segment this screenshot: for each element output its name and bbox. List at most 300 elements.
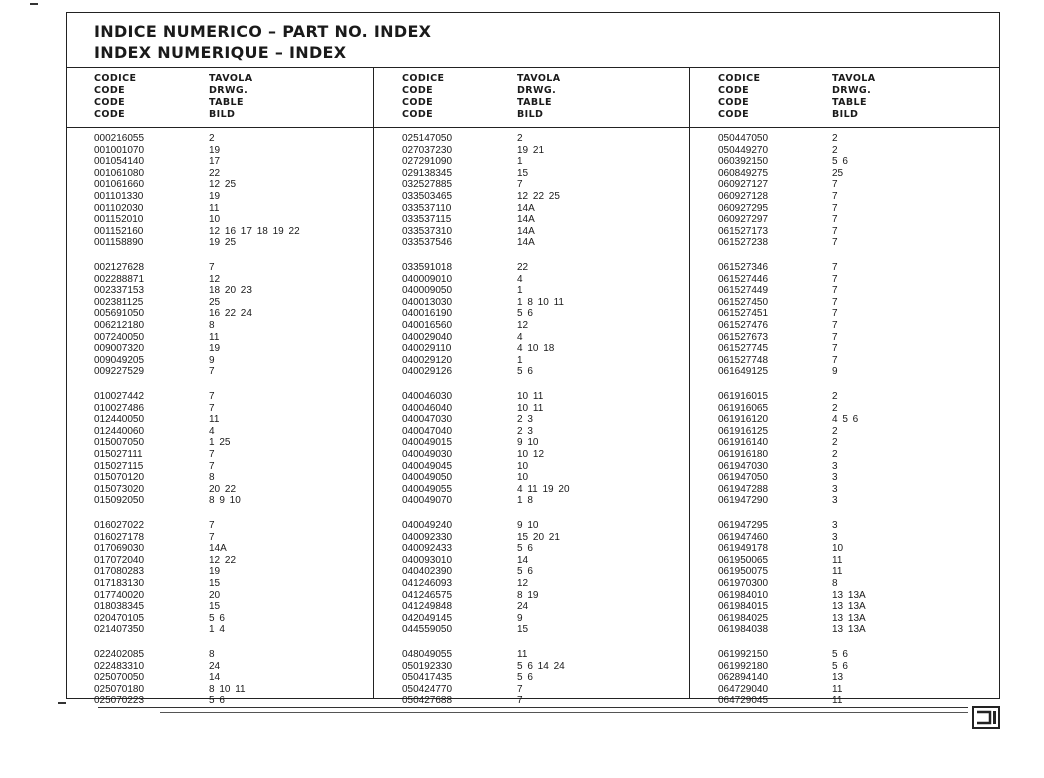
footer-rule [160, 712, 968, 713]
part-code: 001061660 [94, 179, 145, 191]
index-row [67, 274, 373, 286]
part-code: 040029126 [402, 366, 453, 378]
index-row [374, 391, 689, 403]
scan-mark [58, 702, 66, 704]
table-reference: 2 [832, 391, 838, 402]
index-row [690, 156, 1000, 168]
table-reference: 5 6 [517, 672, 533, 684]
table-reference: 19 [209, 566, 221, 578]
table-reference: 14A [517, 237, 535, 249]
part-code: 002381125 [94, 296, 144, 308]
index-row [67, 203, 373, 215]
table-reference: 12 22 [209, 554, 237, 566]
index-row [690, 684, 1000, 696]
part-code: 064729045 [718, 695, 769, 707]
part-code: 001102030 [94, 202, 144, 214]
table-reference: 7 [209, 520, 215, 531]
part-code: 061527449 [718, 285, 769, 297]
part-code: 061947030 [718, 460, 769, 472]
table-reference: 3 [832, 483, 838, 495]
index-row [67, 145, 373, 157]
index-row [690, 672, 1000, 684]
part-code: 061527450 [718, 296, 769, 308]
table-reference: 16 22 24 [209, 308, 252, 320]
index-row [690, 332, 1000, 344]
index-row [67, 520, 373, 532]
part-code: 017072040 [94, 554, 145, 566]
index-row [67, 414, 373, 426]
part-code: 015027111 [94, 448, 143, 460]
part-code: 000216055 [94, 133, 145, 144]
index-row [690, 403, 1000, 415]
table-reference: 8 [209, 649, 215, 660]
index-row [374, 262, 689, 274]
table-reference: 7 [832, 296, 838, 308]
part-code: 009049205 [94, 354, 145, 366]
table-reference: 15 [517, 167, 529, 179]
part-code: 040047030 [402, 414, 453, 426]
index-row [690, 520, 1000, 532]
part-code: 040029110 [402, 343, 452, 355]
table-reference: 22 [517, 262, 529, 273]
table-reference: 12 [209, 273, 221, 285]
table-header-label: DRWG. [517, 85, 557, 96]
part-code: 033591018 [402, 262, 453, 273]
table-reference: 7 [517, 683, 523, 695]
index-row [690, 624, 1000, 636]
index-row [690, 426, 1000, 438]
index-row [67, 366, 373, 378]
table-reference: 10 12 [517, 448, 545, 460]
table-header [832, 73, 876, 121]
index-column-1 [67, 68, 374, 707]
table-reference: 19 [209, 144, 221, 156]
part-code: 015092050 [94, 495, 145, 507]
table-reference: 7 [832, 285, 838, 297]
table-reference: 1 25 [209, 437, 231, 449]
table-reference: 12 [517, 577, 529, 589]
index-row [374, 355, 689, 367]
index-row [67, 426, 373, 438]
index-row [690, 133, 1000, 145]
index-row [67, 437, 373, 449]
table-reference: 14A [517, 214, 535, 226]
table-reference: 1 8 10 11 [517, 296, 564, 308]
part-code: 009007320 [94, 343, 145, 355]
index-row [690, 532, 1000, 544]
index-row [690, 661, 1000, 673]
index-row [67, 661, 373, 673]
table-reference: 17 [209, 156, 221, 168]
index-row [690, 145, 1000, 157]
table-reference: 3 [832, 460, 838, 472]
table-reference: 12 16 17 18 19 22 [209, 225, 300, 237]
page-title: INDICE NUMERICO – PART NO. INDEX [94, 22, 432, 41]
table-reference: 11 [832, 566, 843, 578]
part-code: 012440060 [94, 425, 145, 437]
part-code: 061527673 [718, 331, 769, 343]
index-row [690, 590, 1000, 602]
table-reference: 10 [517, 460, 529, 472]
index-row [67, 472, 373, 484]
code-header-label: CODE [94, 97, 126, 108]
entry-group [67, 262, 373, 391]
part-code: 010027486 [94, 402, 145, 414]
index-row [67, 601, 373, 613]
table-reference: 4 11 19 20 [517, 483, 570, 495]
index-row [374, 366, 689, 378]
code-header-label: CODE [402, 97, 434, 108]
table-reference: 2 3 [517, 425, 533, 437]
table-reference: 5 6 [209, 612, 225, 624]
column-header [67, 68, 373, 128]
part-code: 061527238 [718, 237, 769, 249]
part-code: 061947290 [718, 495, 769, 507]
index-row [374, 403, 689, 415]
table-reference: 2 [209, 133, 215, 144]
part-code: 005691050 [94, 308, 145, 320]
table-reference: 5 6 [209, 695, 225, 707]
table-reference: 4 10 18 [517, 343, 555, 355]
part-code: 012440050 [94, 414, 145, 426]
index-row [374, 578, 689, 590]
table-reference: 11 [832, 695, 843, 707]
part-code: 040013030 [402, 296, 453, 308]
part-code: 027291090 [402, 156, 453, 168]
index-row [690, 578, 1000, 590]
part-code: 001054140 [94, 156, 145, 168]
part-code: 061992150 [718, 649, 769, 660]
page-subtitle: INDEX NUMERIQUE – INDEX [94, 43, 347, 62]
entry-list [67, 133, 373, 778]
part-code: 015070120 [94, 472, 145, 484]
table-reference: 14A [517, 202, 535, 214]
index-row [374, 484, 689, 496]
part-code: 061947460 [718, 531, 769, 543]
part-code: 040049240 [402, 520, 453, 531]
index-row [67, 578, 373, 590]
index-row [374, 649, 689, 661]
index-row [67, 320, 373, 332]
index-row [374, 449, 689, 461]
table-header-label: BILD [832, 109, 859, 120]
table-reference: 9 [517, 612, 523, 624]
table-reference: 7 [832, 319, 838, 331]
index-row [67, 532, 373, 544]
index-row [67, 226, 373, 238]
part-code: 061984025 [718, 612, 769, 624]
index-row [690, 649, 1000, 661]
part-code: 029138345 [402, 167, 453, 179]
part-code: 061916015 [718, 391, 769, 402]
index-row [690, 437, 1000, 449]
table-reference: 24 [517, 601, 529, 613]
table-reference: 5 6 [832, 649, 848, 660]
publisher-logo-icon [972, 705, 1000, 730]
index-row [374, 203, 689, 215]
part-code: 040009050 [402, 285, 453, 297]
index-row [374, 297, 689, 309]
table-reference: 20 22 [209, 483, 237, 495]
part-code: 061984038 [718, 624, 769, 636]
table-header-label: DRWG. [832, 85, 872, 96]
index-row [67, 403, 373, 415]
part-code: 025070050 [94, 672, 145, 684]
index-row [374, 543, 689, 555]
table-reference: 8 19 [517, 589, 539, 601]
table-header-label: BILD [209, 109, 236, 120]
part-code: 050192330 [402, 660, 453, 672]
part-code: 041246093 [402, 577, 453, 589]
index-row [374, 237, 689, 249]
table-reference: 7 [832, 273, 838, 285]
part-code: 033537546 [402, 237, 453, 249]
part-code: 061527745 [718, 343, 769, 355]
part-code: 022483310 [94, 660, 145, 672]
part-code: 001152160 [94, 225, 144, 237]
part-code: 061947288 [718, 483, 769, 495]
table-reference: 4 [517, 331, 523, 343]
part-code: 061916180 [718, 448, 769, 460]
part-code: 050424770 [402, 683, 453, 695]
table-reference: 13 13A [832, 624, 866, 636]
table-reference: 14A [517, 225, 535, 237]
index-row [690, 297, 1000, 309]
index-row [374, 320, 689, 332]
table-reference: 2 3 [517, 414, 533, 426]
code-header [94, 73, 136, 121]
part-code: 025147050 [402, 133, 453, 144]
table-reference: 11 [517, 649, 528, 660]
index-row [690, 495, 1000, 507]
index-row [374, 684, 689, 696]
table-reference: 4 5 6 [832, 414, 859, 426]
table-reference: 13 13A [832, 612, 866, 624]
part-code: 040016560 [402, 319, 453, 331]
part-code: 061950065 [718, 554, 769, 566]
part-code: 061916120 [718, 414, 769, 426]
part-code: 027037230 [402, 144, 453, 156]
entry-list [690, 133, 1000, 778]
part-code: 061527748 [718, 354, 769, 366]
index-row [67, 695, 373, 707]
index-row [67, 649, 373, 661]
index-row [67, 613, 373, 625]
index-row [690, 695, 1000, 707]
part-code: 060927127 [718, 179, 769, 191]
table-reference: 7 [209, 448, 215, 460]
table-reference: 11 [209, 331, 220, 343]
table-reference: 7 [517, 179, 523, 191]
table-reference: 9 10 [517, 520, 539, 531]
index-row [690, 449, 1000, 461]
code-header-label: CODICE [718, 73, 761, 84]
entry-group [67, 391, 373, 520]
part-code: 061527446 [718, 273, 769, 285]
table-reference: 1 [517, 156, 523, 168]
part-code: 040009010 [402, 273, 453, 285]
part-code: 064729040 [718, 683, 769, 695]
part-code: 040046030 [402, 391, 453, 402]
part-code: 061916065 [718, 402, 769, 414]
index-column-2 [374, 68, 690, 707]
part-code: 050449270 [718, 144, 769, 156]
table-reference: 7 [209, 366, 215, 378]
index-row [690, 601, 1000, 613]
table-reference: 14A [209, 543, 227, 555]
index-row [690, 566, 1000, 578]
table-header [517, 73, 561, 121]
table-reference: 8 [832, 577, 838, 589]
table-reference: 5 6 [517, 308, 533, 320]
part-code: 040016190 [402, 308, 453, 320]
part-code: 060927297 [718, 214, 769, 226]
table-reference: 8 9 10 [209, 495, 241, 507]
table-reference: 15 20 21 [517, 531, 560, 543]
table-reference: 3 [832, 472, 838, 484]
table-reference: 1 8 [517, 495, 533, 507]
index-row [690, 320, 1000, 332]
index-row [374, 495, 689, 507]
part-code: 002127628 [94, 262, 145, 273]
table-reference: 10 11 [517, 402, 544, 414]
index-row [374, 133, 689, 145]
part-code: 040029040 [402, 331, 453, 343]
part-code: 001152010 [94, 214, 144, 226]
index-row [374, 437, 689, 449]
index-row [374, 661, 689, 673]
table-reference: 7 [832, 308, 838, 320]
table-reference: 14 [517, 554, 529, 566]
table-reference: 12 25 [209, 179, 237, 191]
index-row [67, 214, 373, 226]
table-reference: 3 [832, 495, 838, 507]
index-row [67, 262, 373, 274]
entry-group [67, 133, 373, 262]
index-row [67, 684, 373, 696]
table-reference: 11 [209, 202, 220, 214]
part-code: 040049055 [402, 483, 453, 495]
code-header [402, 73, 444, 121]
index-row [67, 555, 373, 567]
index-row [374, 461, 689, 473]
part-code: 048049055 [402, 649, 453, 660]
index-row [690, 613, 1000, 625]
table-reference: 2 [832, 425, 838, 437]
table-header-label: TABLE [209, 97, 244, 108]
index-row [67, 484, 373, 496]
table-reference: 11 [209, 414, 220, 426]
part-code: 042049145 [402, 612, 453, 624]
table-reference: 7 [832, 343, 838, 355]
part-code: 010027442 [94, 391, 145, 402]
part-code: 040049070 [402, 495, 453, 507]
table-reference: 7 [209, 460, 215, 472]
part-code: 033537115 [402, 214, 452, 226]
part-code: 001001070 [94, 144, 145, 156]
code-header-label: CODE [94, 109, 126, 120]
entry-group [374, 520, 689, 649]
index-row [374, 285, 689, 297]
table-reference: 2 [832, 448, 838, 460]
table-reference: 2 [832, 133, 838, 144]
table-reference: 7 [209, 531, 215, 543]
index-row [374, 308, 689, 320]
code-header-label: CODE [718, 97, 750, 108]
table-reference: 19 [209, 343, 221, 355]
table-header-label: TAVOLA [517, 73, 561, 84]
code-header-label: CODICE [402, 73, 445, 84]
part-code: 033503465 [402, 190, 453, 202]
part-code: 061970300 [718, 577, 769, 589]
table-reference: 5 6 [832, 660, 848, 672]
code-header-label: CODE [94, 85, 126, 96]
part-code: 040047040 [402, 425, 453, 437]
index-row [374, 532, 689, 544]
entry-list [374, 133, 689, 778]
table-reference: 13 13A [832, 601, 866, 613]
table-header-label: DRWG. [209, 85, 249, 96]
table-reference: 9 [832, 366, 838, 378]
table-reference: 11 [832, 554, 843, 566]
part-code: 025070223 [94, 695, 145, 707]
part-code: 002337153 [94, 285, 145, 297]
part-code: 040029120 [402, 354, 453, 366]
table-reference: 10 11 [517, 391, 544, 402]
part-code: 061527476 [718, 319, 769, 331]
table-reference: 13 13A [832, 589, 866, 601]
table-reference: 15 [209, 601, 221, 613]
table-reference: 19 21 [517, 144, 545, 156]
part-code: 050427688 [402, 695, 453, 707]
index-row [690, 461, 1000, 473]
table-reference: 8 [209, 472, 215, 484]
part-code: 021407350 [94, 624, 145, 636]
index-row [374, 156, 689, 168]
index-row [690, 555, 1000, 567]
index-row [67, 495, 373, 507]
part-code: 062894140 [718, 672, 769, 684]
table-reference: 18 20 23 [209, 285, 252, 297]
table-reference: 2 [517, 133, 523, 144]
part-code: 060927128 [718, 190, 769, 202]
index-row [374, 555, 689, 567]
part-code: 022402085 [94, 649, 145, 660]
table-header-label: TABLE [517, 97, 552, 108]
index-row [374, 613, 689, 625]
index-row [690, 214, 1000, 226]
index-row [67, 449, 373, 461]
table-header [209, 73, 253, 121]
entry-group [374, 391, 689, 520]
index-row [67, 297, 373, 309]
index-row [374, 520, 689, 532]
part-code: 061984010 [718, 589, 769, 601]
table-reference: 7 [517, 695, 523, 707]
part-code: 016027178 [94, 531, 145, 543]
part-code: 061947050 [718, 472, 769, 484]
table-reference: 5 6 [517, 543, 533, 555]
footer-rule [98, 707, 968, 708]
table-reference: 7 [209, 262, 215, 273]
table-reference: 12 22 25 [517, 190, 560, 202]
table-reference: 1 4 [209, 624, 225, 636]
index-row [374, 695, 689, 707]
table-reference: 4 [209, 425, 215, 437]
index-row [374, 332, 689, 344]
table-header-label: TAVOLA [209, 73, 253, 84]
part-code: 060392150 [718, 156, 769, 168]
